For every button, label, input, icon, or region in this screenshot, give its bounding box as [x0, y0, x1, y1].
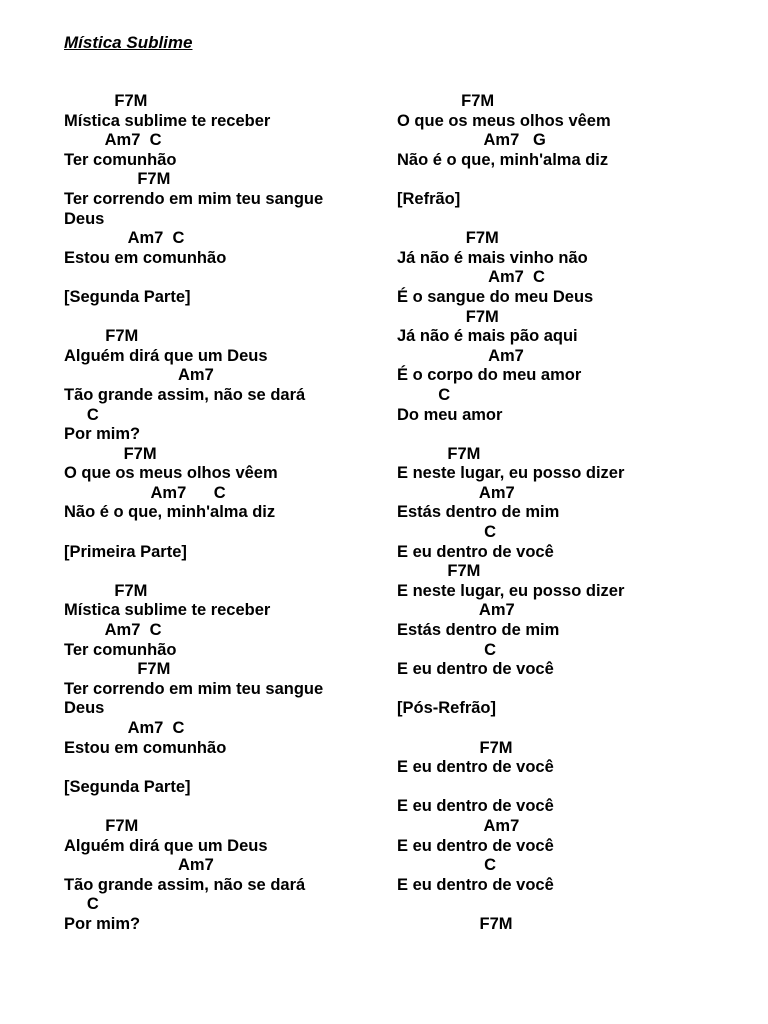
lyric-line: Alguém dirá que um Deus [64, 836, 268, 855]
blank-line [397, 425, 737, 445]
lyric-line: Do meu amor [397, 405, 503, 424]
lyric-line: Por mim? [64, 914, 141, 933]
lyric-line: Por mim? [64, 425, 141, 444]
lyric-line: O que os meus olhos vêem [397, 111, 611, 130]
chord-line: Am7 [64, 366, 214, 385]
section-heading: [Segunda Parte] [64, 287, 191, 306]
lyric-line: E eu dentro de você [397, 758, 554, 777]
lyric-line: Deus [64, 699, 105, 718]
blank-line [397, 719, 737, 739]
chord-line: Am7 C [64, 483, 226, 502]
chord-line: F7M [397, 738, 513, 757]
lyric-line: Estás dentro de mim [397, 621, 560, 640]
chord-line: Am7 C [64, 229, 185, 248]
chord-line: Am7 G [397, 131, 546, 150]
lyric-line: E neste lugar, eu posso dizer [397, 464, 625, 483]
lyric-line: E eu dentro de você [397, 875, 554, 894]
chord-line: F7M [64, 816, 139, 835]
chord-line: Am7 [397, 346, 524, 365]
lyric-line: Estou em comunhão [64, 738, 227, 757]
chord-line: F7M [397, 307, 499, 326]
lyric-line: E eu dentro de você [397, 660, 554, 679]
lyric-line: Estou em comunhão [64, 248, 227, 267]
chord-line: F7M [64, 660, 171, 679]
chord-line: C [64, 405, 99, 424]
lyric-line: Ter comunhão [64, 640, 177, 659]
lyric-line: Não é o que, minh'alma diz [397, 150, 609, 169]
chord-line: F7M [64, 92, 148, 110]
section-heading: [Segunda Parte] [64, 777, 191, 796]
chord-line: F7M [397, 914, 513, 933]
lyric-line: O que os meus olhos vêem [64, 464, 278, 483]
chord-line: F7M [397, 229, 499, 248]
right-column [397, 92, 737, 935]
chord-line: C [64, 895, 99, 914]
lyric-line: Mística sublime te receber [64, 601, 271, 620]
lyric-line: E eu dentro de você [397, 836, 554, 855]
chord-line: Am7 [397, 816, 520, 835]
lyric-line: É o sangue do meu Deus [397, 287, 594, 306]
chord-line: C [397, 523, 497, 542]
lyric-line: Não é o que, minh'alma diz [64, 503, 276, 522]
blank-line [64, 523, 384, 543]
blank-line [64, 268, 384, 288]
blank-line [64, 797, 384, 817]
lyric-line: Tão grande assim, não se dará [64, 875, 306, 894]
blank-line [64, 758, 384, 778]
lyric-line: É o corpo do meu amor [397, 366, 582, 385]
lyric-line: Mística sublime te receber [64, 111, 271, 130]
chord-line: C [397, 640, 497, 659]
blank-line [397, 895, 737, 915]
chord-line: Am7 [397, 601, 515, 620]
chord-line: F7M [64, 170, 171, 189]
lyric-line: Deus [64, 209, 105, 228]
left-column [64, 92, 384, 935]
chord-line: Am7 [397, 483, 515, 502]
lyric-line: E eu dentro de você [397, 542, 554, 561]
chord-line: F7M [64, 444, 157, 463]
chord-line: Am7 C [397, 268, 545, 287]
lyric-line: Ter correndo em mim teu sangue [64, 679, 324, 698]
section-heading: [Pós-Refrão] [397, 699, 497, 718]
lyric-line: Ter correndo em mim teu sangue [64, 189, 324, 208]
lyric-line: Já não é mais pão aqui [397, 327, 578, 346]
chord-line: C [397, 856, 497, 875]
chord-line: Am7 C [64, 621, 162, 640]
chord-line: F7M [397, 444, 481, 463]
lyric-line: Já não é mais vinho não [397, 248, 588, 267]
blank-line [64, 308, 384, 328]
blank-line [397, 210, 737, 230]
chord-line: F7M [397, 92, 495, 110]
chord-line: C [397, 385, 451, 404]
chord-line: F7M [64, 581, 148, 600]
section-heading: [Primeira Parte] [64, 542, 187, 561]
lyric-line: E eu dentro de você [397, 797, 554, 816]
lyric-line: E neste lugar, eu posso dizer [397, 581, 625, 600]
chord-line: Am7 [64, 856, 214, 875]
chord-line: F7M [64, 327, 139, 346]
blank-line [397, 170, 737, 190]
lyric-line: Alguém dirá que um Deus [64, 346, 268, 365]
lyric-line: Tão grande assim, não se dará [64, 385, 306, 404]
blank-line [64, 562, 384, 582]
chord-line: Am7 C [64, 131, 162, 150]
lyric-line: Ter comunhão [64, 150, 177, 169]
chord-line: Am7 C [64, 719, 185, 737]
song-title: Mística Sublime [64, 33, 193, 52]
blank-line [397, 778, 737, 798]
lyric-line: Estás dentro de mim [397, 503, 560, 522]
section-heading: [Refrão] [397, 189, 461, 208]
chord-line: F7M [397, 562, 481, 581]
blank-line [397, 680, 737, 700]
